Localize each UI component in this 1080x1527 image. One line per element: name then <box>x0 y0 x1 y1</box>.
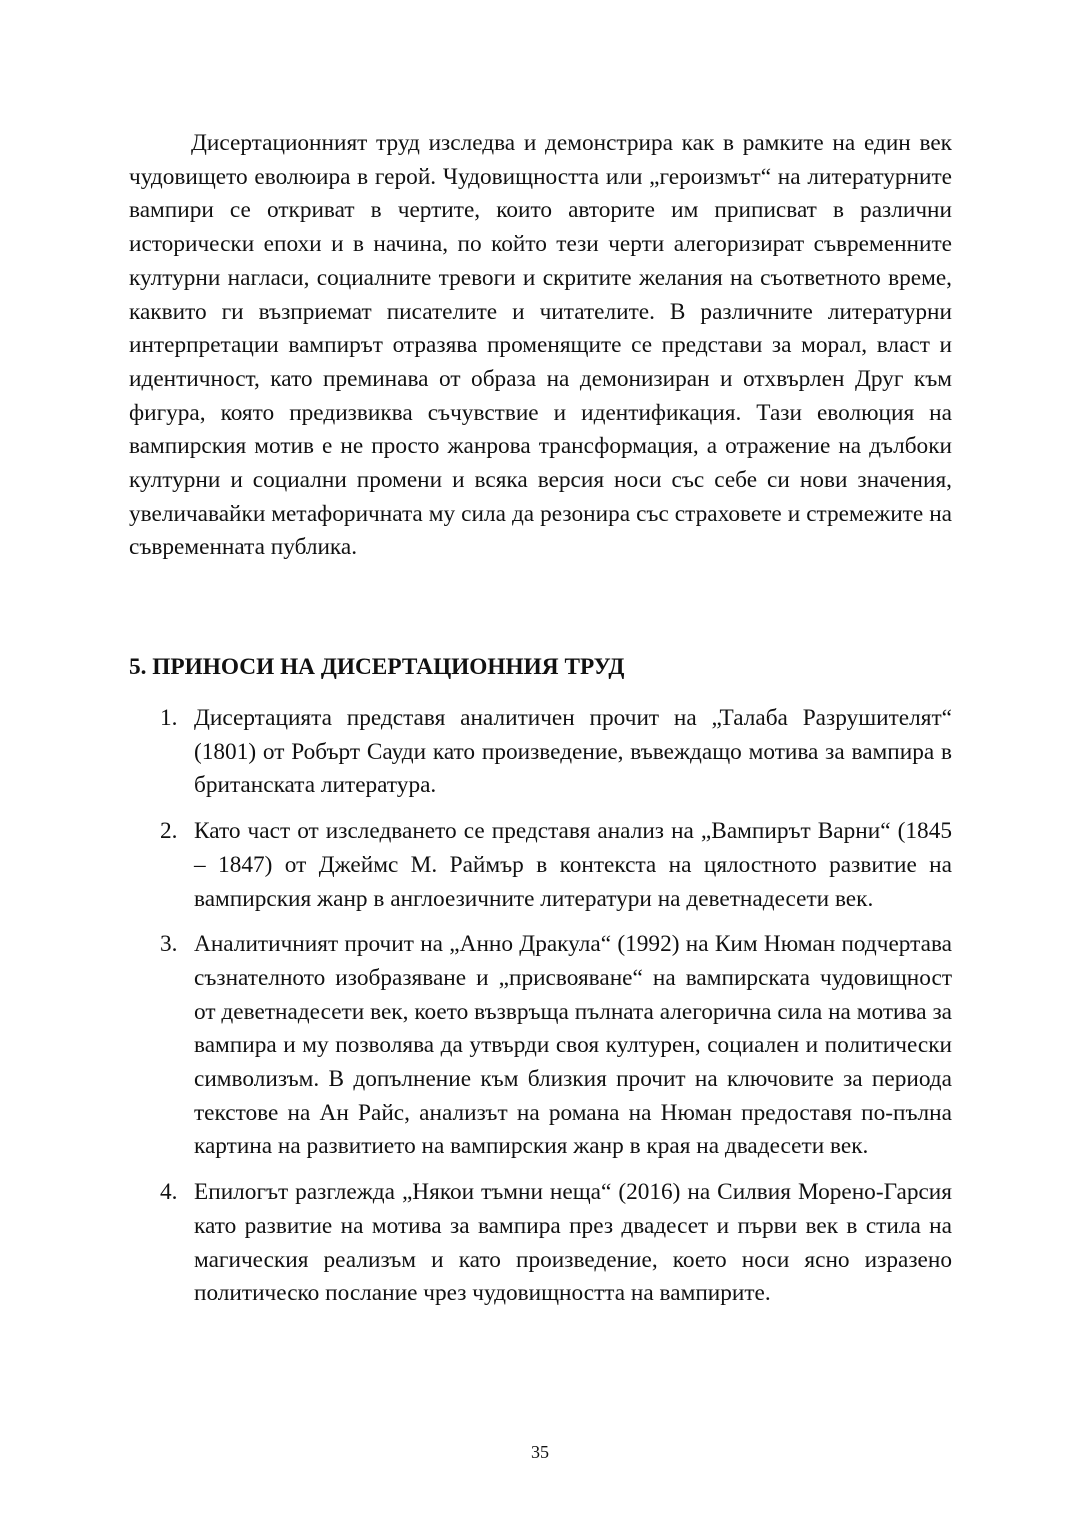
list-item <box>129 1176 952 1311</box>
list-item <box>129 815 952 916</box>
list-item <box>129 702 952 803</box>
list-item-number: 3. <box>160 931 178 958</box>
page-number: 35 <box>531 1442 549 1462</box>
list-item-text: Като част от изследването се представя анализ на „Вампирът Варни“ (1845 – 1847) от Джеймс М. Раймър в контекста на цялостното развитие на вампирския жанр в англоезичните литератури на деветнадесети век. <box>194 818 952 912</box>
list-item-number: 2. <box>160 818 178 845</box>
body-paragraph: Дисертационният труд изследва и демонстрира как в рамките на един век чудовището еволюира в герой. Чудовищността или „героизмът“ на литературните вампири се откриват в чертите, които авторите им приписват в различни исторически епохи и в начина, по който тези черти алегоризират съвременните културни нагласи, социалните тревоги и скритите желания на съответното време, каквито ги възприемат писателите и читателите. В различните литературни интерпретации вампирът отразява променящите се представи за морал, власт и идентичност, като преминава от образа на демонизиран и отхвърлен Друг към фигура, която предизвиква съчувствие и идентификация. Тази еволюция на вампирския мотив е не просто жанрова трансформация, а отражение на дълбоки културни и социални промени и всяка версия носи със себе си нови значения, увеличавайки метафоричната му сила да резонира със страховете и стремежите на съвременната публика. <box>129 130 952 561</box>
contributions-list <box>129 702 952 1323</box>
list-item-text: Епилогът разглежда „Някои тъмни неща“ (2016) на Силвия Морено-Гарсия като развитие на мотива за вампира през двадесет и първи век в стила на магическия реализъм и като произведение, което носи ясно изразено политическо послание чрез чудовищността на вампирите. <box>194 1179 952 1307</box>
list-item-number: 1. <box>160 705 178 731</box>
document-page <box>129 127 952 1307</box>
list-item-number: 4. <box>160 1179 178 1206</box>
list-item-text: Аналитичният прочит на „Анно Дракула“ (1992) на Ким Нюман подчертава съзнателното изобразяване и „присвояване“ на вампирската чудовищност от деветнадесети век, което възвръща пълната алегорична сила на мотива за вампира и му позволява да утвърди своя културен, социален и политически символизъм. В допълнение към близкия прочит на ключовите за периода текстове на Ан Райс, анализът на романа на Нюман предоставя по-пълна картина на развитието на вампирския жанр в края на двадесети век. <box>194 931 952 1160</box>
section-heading: 5. ПРИНОСИ НА ДИСЕРТАЦИОННИЯ ТРУД <box>129 654 625 680</box>
list-item <box>129 928 952 1164</box>
list-item-text: Дисертацията представя аналитичен прочит на „Талаба Разрушителят“ (1801) от Робърт Сауди като произведение, въвеждащо мотива за вампира в британската литература. <box>194 705 952 799</box>
